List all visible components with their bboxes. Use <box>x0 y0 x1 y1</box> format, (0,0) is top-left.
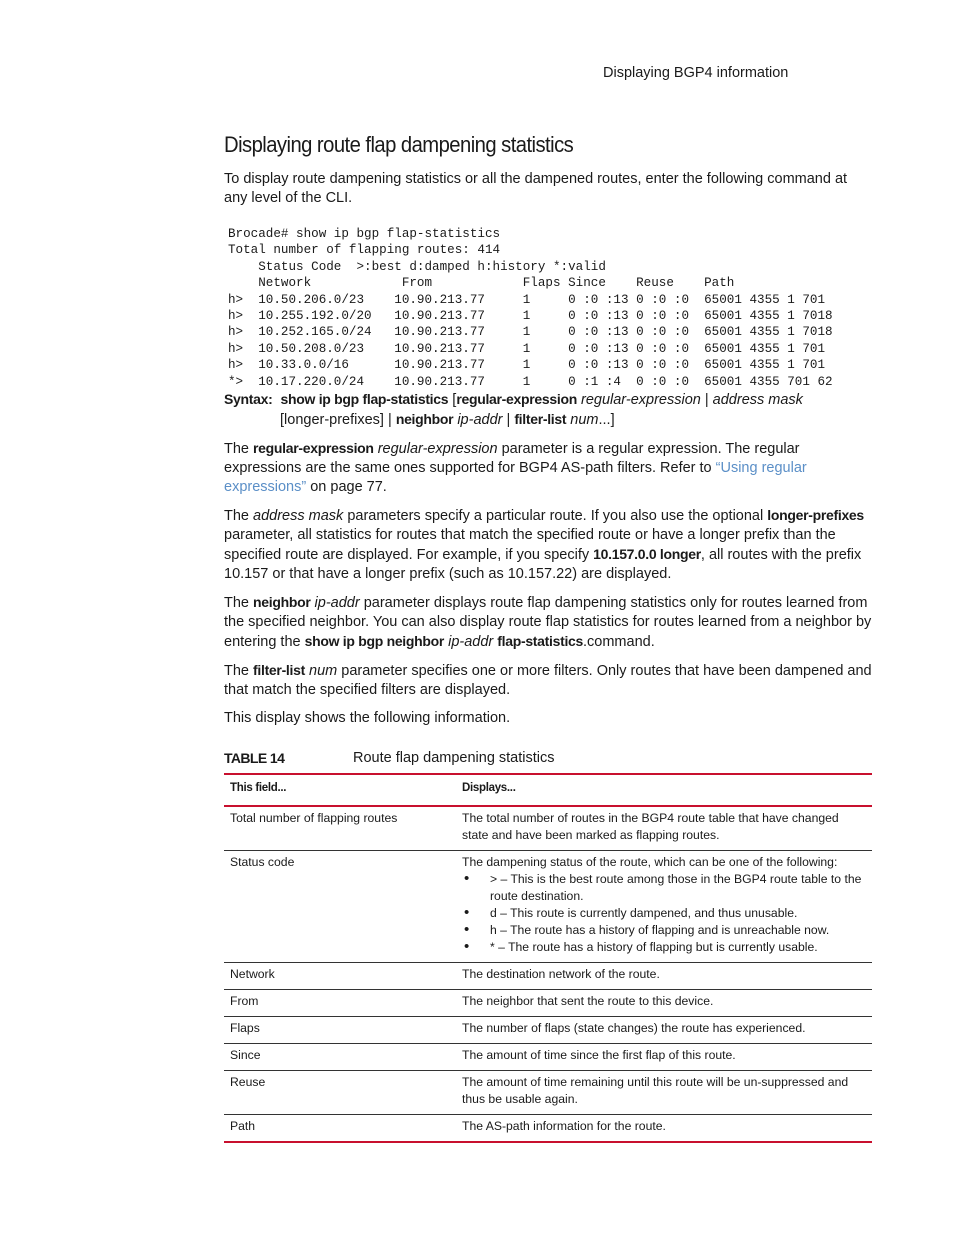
text: parameter displays route flap dampening statistics only for routes learned from the specified neighbor. You can also display route flap statistics for routes learned from a neighbor by entering the <box>224 595 872 651</box>
syntax-addr-arg: address mask <box>712 392 803 409</box>
syntax-close: ...] <box>598 412 615 429</box>
argument: ip-addr <box>448 634 494 651</box>
argument: num <box>309 663 338 680</box>
table-row <box>224 1044 872 1071</box>
regex-paragraph <box>224 439 872 497</box>
syntax-neighbor-kw: neighbor <box>395 411 454 428</box>
keyword: regular-expression <box>253 440 374 457</box>
example-value: 10.157.0.0 longer <box>593 546 701 563</box>
table-caption <box>224 748 872 768</box>
list-item: • d – This route is currently dampened, and thus unusable. <box>462 905 866 922</box>
field-cell: Path <box>230 1119 256 1134</box>
table-row <box>224 851 872 963</box>
keyword: filter-list <box>253 662 305 679</box>
address-mask-paragraph <box>224 506 872 584</box>
filter-list-paragraph <box>224 661 872 700</box>
field-cell: Total number of flapping routes <box>230 811 398 826</box>
syntax-regex-kw: regular-expression <box>456 391 577 408</box>
table-row <box>224 990 872 1017</box>
text: .command. <box>583 634 655 651</box>
code-line: Brocade# show ip bgp flap-statistics <box>228 227 501 241</box>
field-cell: Status code <box>230 855 295 870</box>
argument: ip-addr <box>314 595 360 612</box>
code-line: Total number of flapping routes: 414 <box>228 243 501 258</box>
desc-cell: The AS-path information for the route. <box>462 1119 666 1134</box>
keyword: longer-prefixes <box>767 507 864 524</box>
text: The <box>224 595 249 612</box>
code-line: h> 10.255.192.0/20 10.90.213.77 1 0 :0 :13 0 :0 :0 65001 4355 1 7018 <box>228 309 833 324</box>
neighbor-paragraph <box>224 593 872 652</box>
syntax-line-2 <box>224 410 872 430</box>
text: The <box>224 663 249 680</box>
text: The <box>224 508 249 525</box>
text: parameters specify a particular route. If you also use the optional <box>347 508 764 525</box>
field-cell: From <box>230 994 259 1009</box>
code-line: h> 10.252.165.0/24 10.90.213.77 1 0 :0 :13 0 :0 :0 65001 4355 1 7018 <box>228 325 833 340</box>
table-row <box>224 1115 872 1143</box>
text: , all routes with the prefix 10.157 or that have a longer prefix (such as 10.157.22) are displayed. <box>224 547 862 583</box>
syntax-pipe: | <box>388 412 392 429</box>
table-row <box>224 963 872 990</box>
desc-cell: The total number of routes in the BGP4 route table that have changed state and have been marked as flapping routes. <box>462 811 839 843</box>
keyword: flap-statistics <box>497 633 584 650</box>
syntax-block <box>224 390 872 430</box>
syntax-pipe: | <box>506 412 511 429</box>
section-title: Displaying route flap dampening statistics <box>224 132 574 157</box>
cli-output-block <box>228 226 872 390</box>
keyword: neighbor <box>253 594 311 611</box>
argument: regular-expression <box>377 441 498 458</box>
table-row <box>224 806 872 851</box>
cross-reference-link[interactable]: “Using regular expressions” <box>224 460 807 496</box>
desc-cell: The number of flaps (state changes) the route has experienced. <box>462 1021 806 1036</box>
display-paragraph: This display shows the following information. <box>224 710 511 727</box>
text: parameter specifies one or more filters. Only routes that have been dampened and that match the specified filters are displayed. <box>224 663 872 699</box>
desc-text: The dampening status of the route, which can be one of the following: <box>462 855 838 870</box>
desc-cell <box>456 851 872 963</box>
code-line: h> 10.33.0.0/16 10.90.213.77 1 0 :0 :13 0 :0 :0 65001 4355 1 701 <box>228 358 826 373</box>
field-cell: Flaps <box>230 1021 260 1036</box>
desc-cell: The destination network of the route. <box>462 967 660 982</box>
table-title: Route flap dampening statistics <box>353 750 555 767</box>
argument: address mask <box>253 508 344 525</box>
field-cell: Network <box>230 967 275 982</box>
text: on page 77. <box>310 479 387 496</box>
syntax-longer: [longer-prefixes] <box>280 412 384 429</box>
code-line: h> 10.50.206.0/23 10.90.213.77 1 0 :0 :13 0 :0 :0 65001 4355 1 701 <box>228 292 826 307</box>
code-line: h> 10.50.208.0/23 10.90.213.77 1 0 :0 :13 0 :0 :0 65001 4355 1 701 <box>228 341 826 356</box>
route-flap-table <box>224 773 872 1143</box>
list-item: • > – This is the best route among those in the BGP4 route table to the route destination. <box>462 871 866 905</box>
desc-cell: The neighbor that sent the route to this device. <box>462 994 714 1009</box>
text: parameter, all statistics for routes that match the specified route or have a longer prefix than the specified route are displayed. For example, if you specify <box>224 527 836 564</box>
page-content <box>224 132 872 1143</box>
list-item: • * – The route has a history of flapping but is currently usable. <box>462 939 866 956</box>
list-item: • h – The route has a history of flapping and is unreachable now. <box>462 922 866 939</box>
text: parameter is a regular expression. The regular expressions are the same ones supported for BGP4 AS-path filters. Refer to <box>224 441 800 477</box>
status-code-list <box>462 871 866 956</box>
intro-paragraph: To display route dampening statistics or all the dampened routes, enter the following command at any level of the CLI. <box>224 171 848 206</box>
syntax-filter-arg: num <box>570 412 599 429</box>
running-header: Displaying BGP4 information <box>603 65 789 81</box>
table-row <box>224 1017 872 1044</box>
desc-cell: The amount of time remaining until this route will be un-suppressed and thus be usable again. <box>462 1075 849 1107</box>
code-line: Network From Flaps Since Reuse Path <box>228 276 735 291</box>
syntax-pipe: | <box>704 392 709 409</box>
text: The <box>224 441 249 458</box>
header-cell: This field... <box>230 782 287 795</box>
table-row <box>224 1071 872 1115</box>
desc-cell: The amount of time since the first flap of this route. <box>462 1048 736 1063</box>
syntax-filter-kw: filter-list <box>514 411 567 428</box>
table-number: TABLE 14 <box>224 750 285 767</box>
field-cell: Reuse <box>230 1075 266 1090</box>
command: show ip bgp neighbor <box>304 633 445 650</box>
syntax-regex-arg: regular-expression <box>581 392 701 409</box>
table-header-row <box>224 774 872 806</box>
field-cell: Since <box>230 1048 261 1063</box>
syntax-bracket: [ <box>452 392 457 409</box>
code-line: Status Code >:best d:damped h:history *:valid <box>228 259 606 274</box>
code-line: *> 10.17.220.0/24 10.90.213.77 1 0 :1 :4 0 :0 :0 65001 4355 701 62 <box>228 374 833 389</box>
syntax-neighbor-arg: ip-addr <box>457 412 503 429</box>
syntax-command: show ip bgp flap-statistics <box>280 391 449 408</box>
syntax-label: Syntax: <box>224 391 273 408</box>
header-cell: Displays... <box>462 782 516 795</box>
